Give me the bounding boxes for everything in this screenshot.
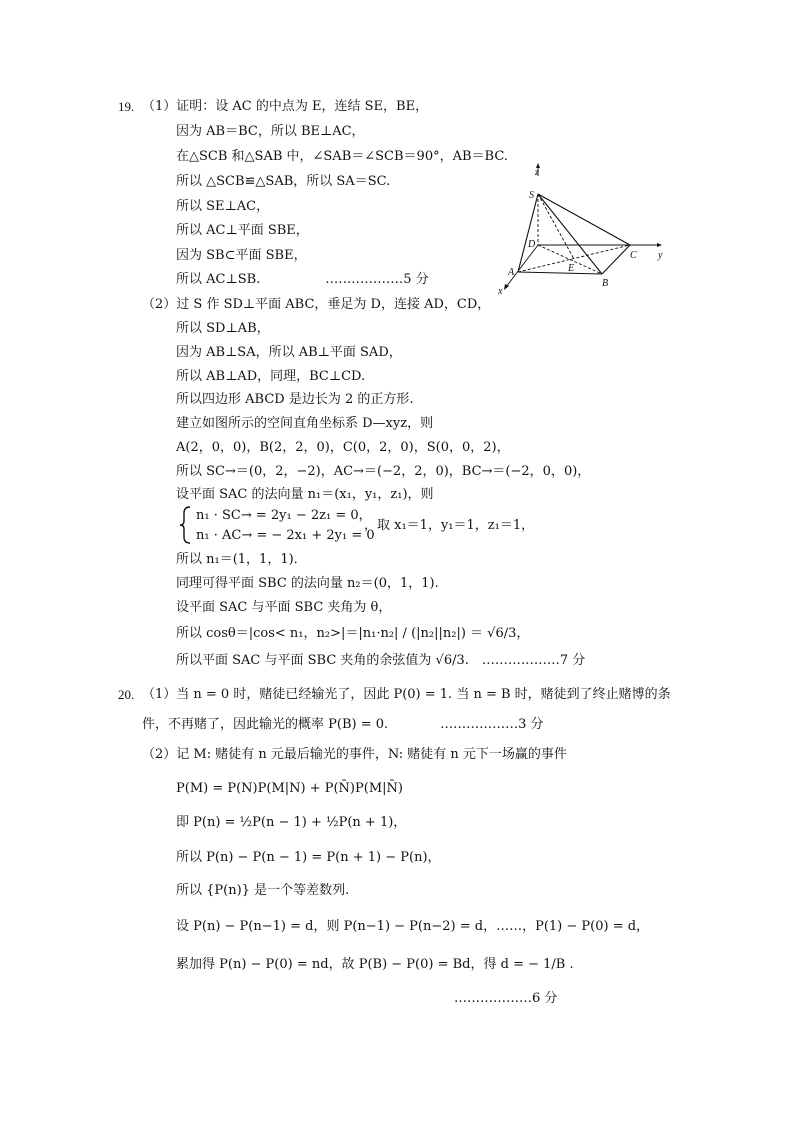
question-number-19: 19. (118, 99, 135, 114)
label-y: y (658, 250, 663, 261)
q19-line-16: 所以 SC→＝(0，2，−2)，AC→＝(−2，2，0)，BC→＝(−2，0，0)， (176, 464, 591, 479)
q19-line-1: （1）证明：设 AC 的中点为 E，连结 SE，BE， (142, 99, 429, 114)
system-brace (178, 505, 192, 545)
label-d: D (528, 239, 536, 250)
q20-line-3: （2）记 M: 赌徒有 n 元最后输光的事件，N: 赌徒有 n 元下一场赢的事件 (142, 747, 567, 762)
q19-line-23: 所以平面 SAC 与平面 SBC 夹角的余弦值为 √6/3. ………………7 分 (176, 653, 586, 668)
label-e: E (568, 263, 575, 274)
q20-line-9: 累加得 P(n) − P(0) = nd，故 P(B) − P(0) = Bd，得 d = − 1/B . (176, 957, 574, 972)
q19-line-21: 设平面 SAC 与平面 SBC 夹角为 θ， (176, 600, 392, 615)
q19-line-15: A(2，0，0)，B(2，2，0)，C(0，2，0)，S(0，0，2)， (176, 440, 510, 455)
label-s: S (529, 190, 534, 201)
q20-score: ………………6 分 (454, 991, 558, 1006)
q20-line-6: 所以 P(n) − P(n − 1) = P(n + 1) − P(n)， (176, 850, 441, 865)
q19-line-22: 所以 cosθ＝|cos< n₁，n₂>|＝|n₁·n₂| / (|n₂||n₂|) ＝ √6/3， (176, 626, 530, 641)
q19-line-11: 因为 AB⊥SA，所以 AB⊥平面 SAD， (176, 345, 402, 360)
pyramid-figure (498, 163, 676, 297)
label-b: B (602, 278, 609, 289)
q20-line-1: （1）当 n = 0 时，赌徒已经输光了，因此 P(0) = 1. 当 n = B 时，赌徒到了终止赌博的条 (142, 687, 671, 702)
q19-line-18: ，取 x₁＝1，y₁＝1，z₁＝1， (364, 518, 535, 533)
q20-line-8: 设 P(n) − P(n−1) = d，则 P(n−1) − P(n−2) = d，……，P(1) − P(0) = d， (176, 919, 650, 934)
label-x: x (498, 286, 503, 297)
label-c: C (630, 250, 637, 261)
q19-line-8: 所以 AC⊥SB. ………………5 分 (176, 272, 429, 287)
q19-line-3: 在△SCB 和△SAB 中，∠SAB＝∠SCB＝90°，AB＝BC. (176, 149, 508, 164)
q19-line-6: 所以 AC⊥平面 SBE， (176, 223, 309, 238)
equation-row-2: n₁ · AC→ = − 2x₁ + 2y₁ = 0 (196, 528, 375, 543)
q19-line-13: 所以四边形 ABCD 是边长为 2 的正方形. (176, 392, 414, 407)
label-a: A (508, 267, 515, 278)
question-number-20: 20. (118, 687, 135, 702)
q19-line-20: 同理可得平面 SBC 的法向量 n₂＝(0，1，1). (176, 576, 439, 591)
q20-line-5: 即 P(n) = ½P(n − 1) + ½P(n + 1)， (176, 815, 407, 830)
q20-line-7: 所以 {P(n)} 是一个等差数列. (176, 883, 350, 898)
q19-line-10: 所以 SD⊥AB， (176, 321, 270, 336)
q19-line-9: （2）过 S 作 SD⊥平面 ABC，垂足为 D，连接 AD，CD， (142, 297, 491, 312)
q19-line-14: 建立如图所示的空间直角坐标系 D—xyz，则 (176, 416, 434, 431)
equation-row-1: n₁ · SC→ = 2y₁ − 2z₁ = 0， (196, 508, 372, 523)
q20-line-4: P(M) = P(N)P(M|N) + P(N̄)P(M|N̄) (176, 781, 403, 796)
q19-line-5: 所以 SE⊥AC， (176, 199, 270, 214)
q19-line-4: 所以 △SCB≌△SAB，所以 SA＝SC. (176, 174, 391, 189)
q20-line-2: 件，不再赌了，因此输光的概率 P(B) = 0. ………………3 分 (142, 717, 544, 732)
q19-line-19: 所以 n₁＝(1，1，1)． (176, 552, 307, 567)
q19-line-17: 设平面 SAC 的法向量 n₁＝(x₁，y₁，z₁)，则 (176, 487, 434, 502)
q19-line-2: 因为 AB＝BC，所以 BE⊥AC， (176, 124, 365, 139)
label-z: z (535, 167, 539, 178)
q19-line-7: 因为 SB⊂平面 SBE， (176, 248, 307, 263)
q19-line-12: 所以 AB⊥AD，同理，BC⊥CD. (176, 369, 366, 384)
